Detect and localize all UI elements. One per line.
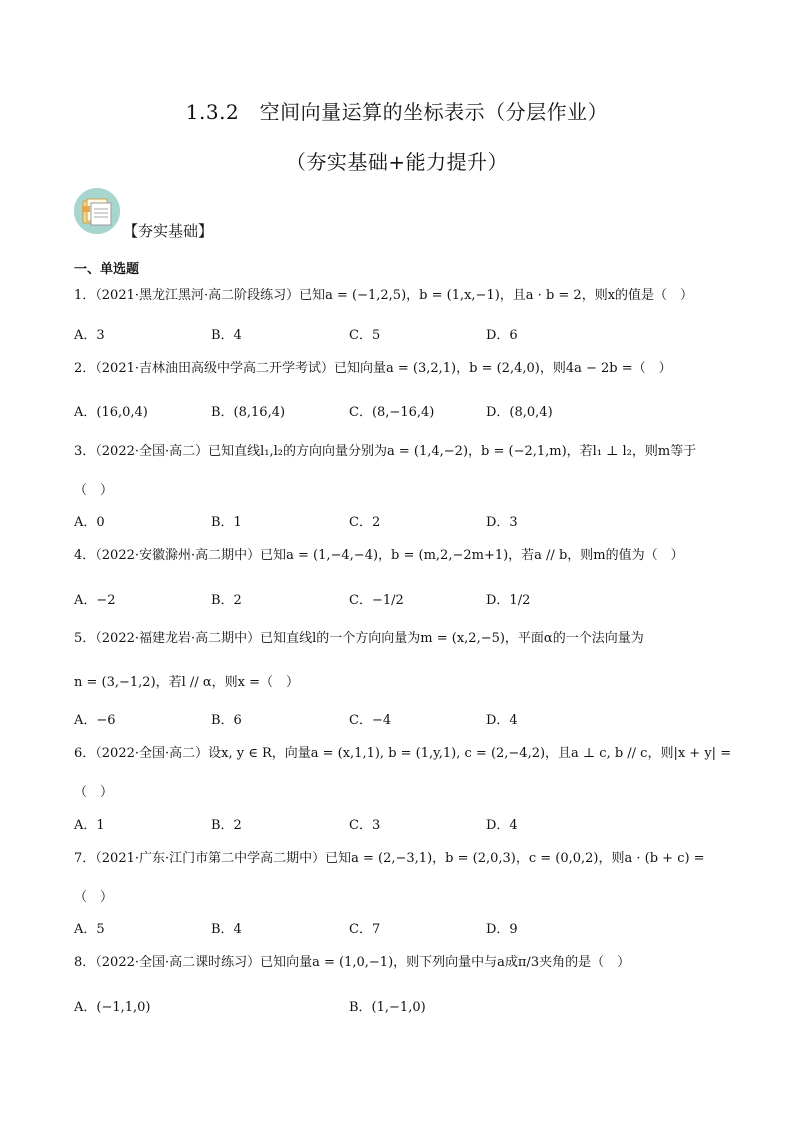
option-a: A．0 (74, 515, 105, 530)
question-stem: 6．（2022·全国·高二）设x, y ∈ R，向量a = (x,1,1), b = (1,y,1), c = (2,−4,2)，且a ⊥ c, b // c，则|x + y| = (74, 746, 732, 761)
option-c: C．−1/2 (349, 593, 404, 608)
section-badge-label: 【夯实基础】 (123, 222, 214, 240)
option-d: D．3 (486, 515, 518, 530)
option-b: B．(1,−1,0) (349, 1000, 426, 1015)
option-d: D．(8,0,4) (486, 405, 553, 420)
section-heading: 一、单选题 (74, 262, 140, 277)
option-c: C．−4 (349, 713, 392, 728)
option-c: C．7 (349, 922, 381, 937)
option-a: A．(16,0,4) (74, 405, 148, 420)
question-stem: 1．（2021·黑龙江黑河·高二阶段练习）已知a = (−1,2,5)，b = (1,x,−1)，且a · b = 2，则x的值是（ ） (74, 288, 694, 303)
option-b: B．6 (211, 713, 242, 728)
option-c: C．3 (349, 818, 381, 833)
option-a: A．1 (74, 818, 105, 833)
option-b: B．4 (211, 922, 242, 937)
question-continuation: （ ） (74, 483, 114, 498)
question-stem: 3．（2022·全国·高二）已知直线l₁,l₂的方向向量分别为a = (1,4,−2)，b = (−2,1,m)，若l₁ ⊥ l₂，则m等于 (74, 444, 697, 459)
option-d: D．6 (486, 328, 518, 343)
option-a: A．3 (74, 328, 105, 343)
option-b: B．1 (211, 515, 242, 530)
option-a: A．−6 (74, 713, 116, 728)
question-stem: 5．（2022·福建龙岩·高二期中）已知直线l的一个方向向量为m = (x,2,−5)，平面α的一个法向量为 (74, 631, 644, 646)
question-stem: 2．（2021·吉林油田高级中学高二开学考试）已知向量a = (3,2,1)，b = (2,4,0)，则4a − 2b =（ ） (74, 361, 672, 376)
question-continuation: n = (3,−1,2)，若l // α，则x =（ ） (74, 675, 299, 690)
option-b: B．4 (211, 328, 242, 343)
question-stem: 4．（2022·安徽滁州·高二期中）已知a = (1,−4,−4)，b = (m,2,−2m+1)，若a // b，则m的值为（ ） (74, 548, 684, 563)
option-c: C．2 (349, 515, 381, 530)
question-stem: 8．（2022·全国·高二课时练习）已知向量a = (1,0,−1)，则下列向量中与a成π/3夹角的是（ ） (74, 955, 631, 970)
option-a: A．(−1,1,0) (74, 1000, 151, 1015)
option-b: B．2 (211, 593, 242, 608)
page-title: 1.3.2 空间向量运算的坐标表示（分层作业） (185, 100, 609, 124)
option-c: C．(8,−16,4) (349, 405, 435, 420)
question-continuation: （ ） (74, 785, 114, 800)
option-a: A．−2 (74, 593, 116, 608)
notebook-icon (74, 188, 120, 234)
question-continuation: （ ） (74, 890, 114, 905)
page-subtitle: （夯实基础+能力提升） (285, 150, 509, 174)
option-d: D．1/2 (486, 593, 531, 608)
option-a: A．5 (74, 922, 105, 937)
option-d: D．4 (486, 713, 518, 728)
option-b: B．2 (211, 818, 242, 833)
option-d: D．4 (486, 818, 518, 833)
question-stem: 7．（2021·广东·江门市第二中学高二期中）已知a = (2,−3,1)，b = (2,0,3)，c = (0,0,2)，则a · (b + c) = (74, 851, 705, 866)
option-c: C．5 (349, 328, 381, 343)
option-d: D．9 (486, 922, 518, 937)
option-b: B．(8,16,4) (211, 405, 286, 420)
